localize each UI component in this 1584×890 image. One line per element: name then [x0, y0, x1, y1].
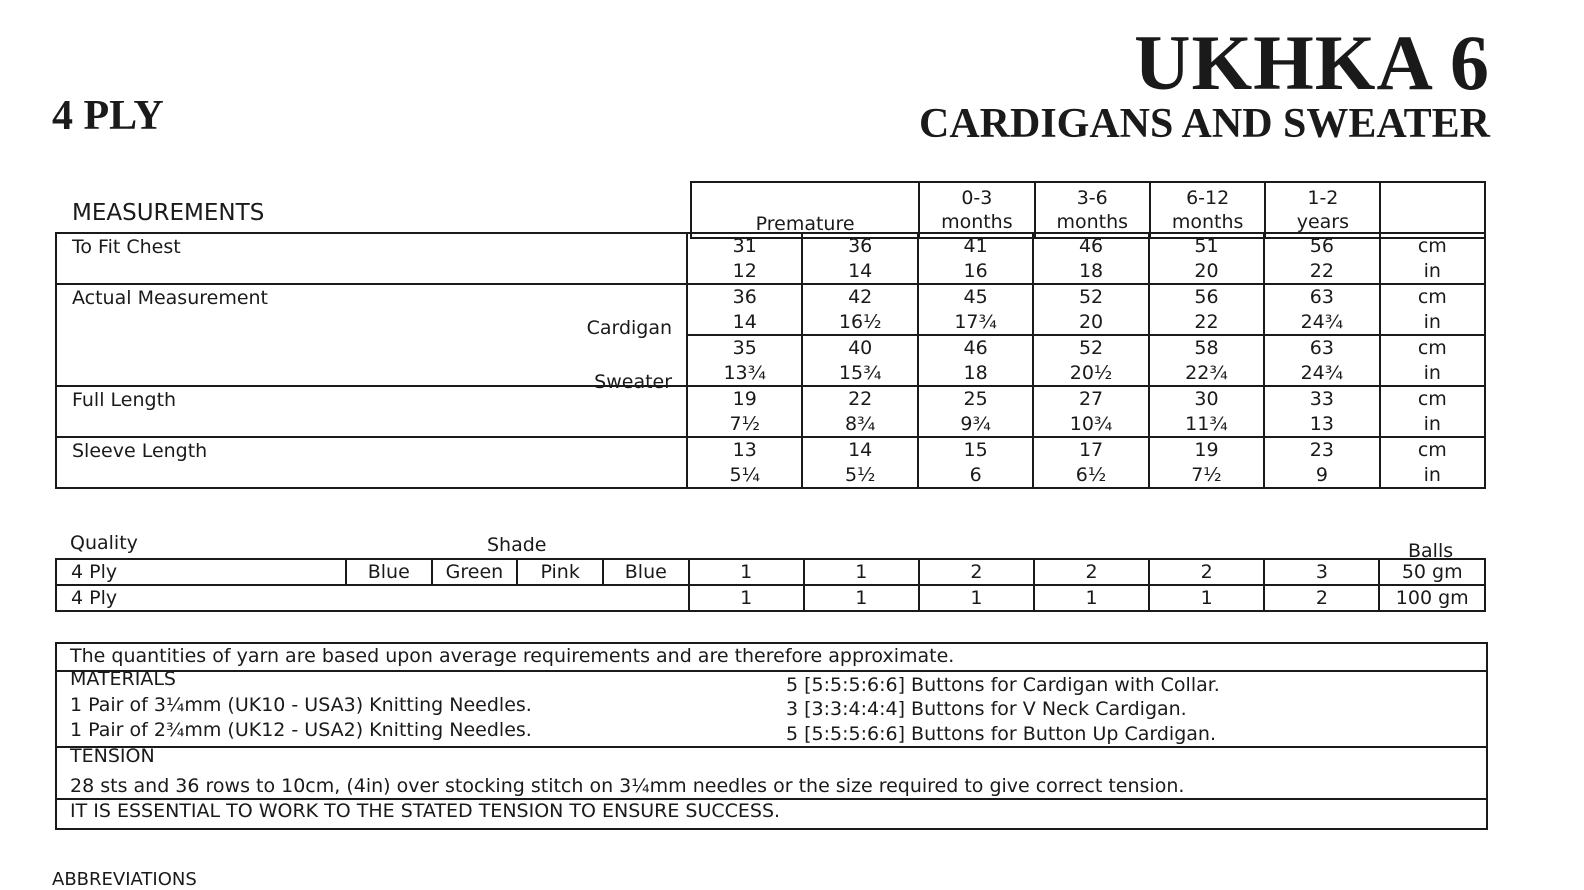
quality-label: Quality [70, 532, 138, 554]
yarn-table [55, 558, 1486, 612]
table-row: To Fit Chest 31 12 36 14 41 16 46 18 51 20 56 22 cm in [56, 233, 1485, 284]
row-sublabel-sweater: Sweater [594, 371, 673, 393]
table-row: Sleeve Length 13 5¼ 14 5½ 15 6 17 6½ 19 7½ 23 9 cm in [56, 437, 1485, 488]
size-header-1-2: 1-2 years [1265, 182, 1380, 238]
tension-text: 28 sts and 36 rows to 10cm, (4in) over stocking stitch on 3¼mm needles or the size required to give correct tension. [70, 775, 1185, 797]
shade-cell: Pink [517, 559, 603, 585]
divider [55, 746, 1486, 748]
shade-cell: Blue [346, 559, 432, 585]
materials-item: 1 Pair of 2¾mm (UK12 - USA2) Knitting Needles. [70, 719, 532, 741]
row-label: Full Length [72, 389, 177, 411]
table-row: Actual Measurement Cardigan Sweater 36 14 42 16½ 45 17¾ 52 20 56 22 63 24¾ cm in [56, 284, 1485, 335]
essential-note: IT IS ESSENTIAL TO WORK TO THE STATED TENSION TO ENSURE SUCCESS. [70, 800, 781, 822]
size-header-3-6: 3-6 months [1035, 182, 1150, 238]
table-row: 4 Ply Blue Green Pink Blue 1 1 2 2 2 3 50 gm [56, 559, 1485, 585]
measurements-table [55, 232, 1486, 489]
yarn-note: The quantities of yarn are based upon average requirements and are therefore approximate. [70, 645, 955, 667]
shade-cell: Blue [603, 559, 689, 585]
size-header-6-12: 6-12 months [1150, 182, 1265, 238]
size-header-table [690, 181, 1486, 239]
measurements-title: MEASUREMENTS [72, 200, 265, 226]
pattern-code: UKHKA 6 [1134, 19, 1490, 106]
materials-item: 5 [5:5:5:6:6] Buttons for Button Up Cardigan. [786, 723, 1216, 745]
size-header-0-3: 0-3 months [919, 182, 1034, 238]
table-row: 35 13¾ 40 15¾ 46 18 52 20½ 58 22¾ 63 24¾ cm in [56, 335, 1485, 386]
row-label: Actual Measurement [72, 287, 269, 309]
materials-item: 5 [5:5:5:6:6] Buttons for Cardigan with Collar. [786, 674, 1220, 696]
materials-title: MATERIALS [70, 668, 176, 690]
ply-heading: 4 PLY [52, 93, 164, 139]
materials-item: 1 Pair of 3¼mm (UK10 - USA3) Knitting Needles. [70, 694, 532, 716]
materials-item: 3 [3:3:4:4:4] Buttons for V Neck Cardigan. [786, 698, 1187, 720]
tension-title: TENSION [70, 745, 155, 767]
shade-label: Shade [487, 534, 547, 556]
table-row: 4 Ply 1 1 1 1 1 2 100 gm [56, 585, 1485, 611]
abbreviations-heading: ABBREVIATIONS [52, 869, 197, 890]
shade-cell: Green [432, 559, 518, 585]
row-label: To Fit Chest [72, 236, 181, 258]
divider [55, 670, 1486, 672]
row-sublabel-cardigan: Cardigan [586, 317, 673, 339]
pattern-subtitle: CARDIGANS AND SWEATER [919, 101, 1490, 147]
balls-label: Balls [1408, 540, 1454, 562]
row-label: Sleeve Length [72, 440, 208, 462]
size-header-unit [1380, 182, 1485, 238]
table-row: Full Length 19 7½ 22 8¾ 25 9¾ 27 10¾ 30 11¾ 33 13 cm in [56, 386, 1485, 437]
size-header-premature: Premature [691, 182, 919, 238]
